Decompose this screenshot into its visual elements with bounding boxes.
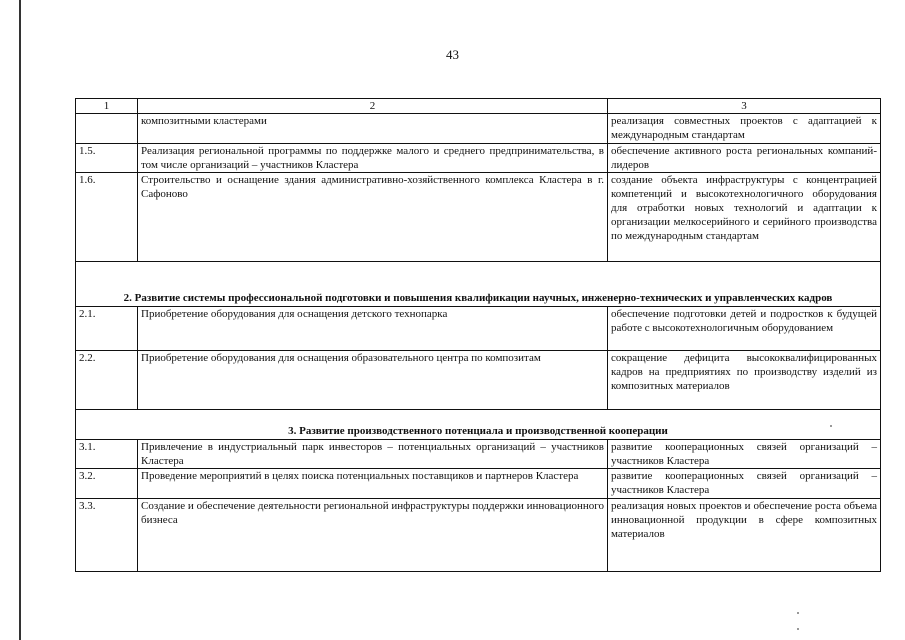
row-number: 3.3. (76, 499, 138, 572)
measures-table (75, 98, 881, 572)
result-cell: развитие кооперационных связей организаций – участников Кластера (608, 440, 881, 469)
result-cell: сокращение дефицита высококвалифицированных кадров на предприятиях по производству изделий из композитных материалов (608, 351, 881, 410)
result-cell: развитие кооперационных связей организаций – участников Кластера (608, 469, 881, 499)
section-heading-row (76, 410, 881, 440)
scan-edge-line (19, 0, 21, 640)
activity-cell: Проведение мероприятий в целях поиска потенциальных поставщиков и партнеров Кластера (138, 469, 608, 499)
header-col-1: 1 (76, 99, 138, 114)
header-col-3: 3 (608, 99, 881, 114)
table-header-row (76, 99, 881, 114)
result-cell: обеспечение подготовки детей и подростков к будущей работе с высокотехнологичным оборудованием (608, 307, 881, 351)
activity-cell: Создание и обеспечение деятельности региональной инфраструктуры поддержки инновационного бизнеса (138, 499, 608, 572)
scan-speck (830, 425, 832, 427)
row-number: 2.1. (76, 307, 138, 351)
header-col-2: 2 (138, 99, 608, 114)
activity-cell: Привлечение в индустриальный парк инвесторов – потенциальных организаций – участников Кластера (138, 440, 608, 469)
result-cell: реализация новых проектов и обеспечение роста объема инновационной продукции в сфере композитных материалов (608, 499, 881, 572)
table-row (76, 440, 881, 469)
row-number: 3.2. (76, 469, 138, 499)
activity-cell: композитными кластерами (138, 114, 608, 144)
table-row (76, 469, 881, 499)
table-row (76, 144, 881, 173)
row-number: 2.2. (76, 351, 138, 410)
table-row (76, 114, 881, 144)
activity-cell: Приобретение оборудования для оснащения детского технопарка (138, 307, 608, 351)
activity-cell: Приобретение оборудования для оснащения образовательного центра по композитам (138, 351, 608, 410)
result-cell: обеспечение активного роста региональных компаний-лидеров (608, 144, 881, 173)
section-heading-row (76, 262, 881, 307)
row-number: 3.1. (76, 440, 138, 469)
page-number: 43 (446, 47, 459, 62)
table-row (76, 307, 881, 351)
section-3-title: 3. Развитие производственного потенциала и производственной кооперации (76, 410, 881, 440)
section-2-title: 2. Развитие системы профессиональной подготовки и повышения квалификации научных, инженерно-технических и управленческих кадров (76, 262, 881, 307)
row-number: 1.5. (76, 144, 138, 173)
table-row (76, 499, 881, 572)
result-cell: реализация совместных проектов с адаптацией к международным стандартам (608, 114, 881, 144)
scan-speck (797, 628, 799, 630)
scan-speck (797, 612, 799, 614)
activity-cell: Реализация региональной программы по поддержке малого и среднего предпринимательства, в том числе организаций – участников Кластера (138, 144, 608, 173)
activity-cell: Строительство и оснащение здания административно-хозяйственного комплекса Кластера в г. Сафоново (138, 173, 608, 262)
table-row (76, 351, 881, 410)
row-number (76, 114, 138, 144)
table-row (76, 173, 881, 262)
row-number: 1.6. (76, 173, 138, 262)
result-cell: создание объекта инфраструктуры с концентрацией компетенций и высокотехнологичного оборудования для отработки новых технологий и адаптации к организации мелкосерийного и серийного производства по международным стандартам (608, 173, 881, 262)
